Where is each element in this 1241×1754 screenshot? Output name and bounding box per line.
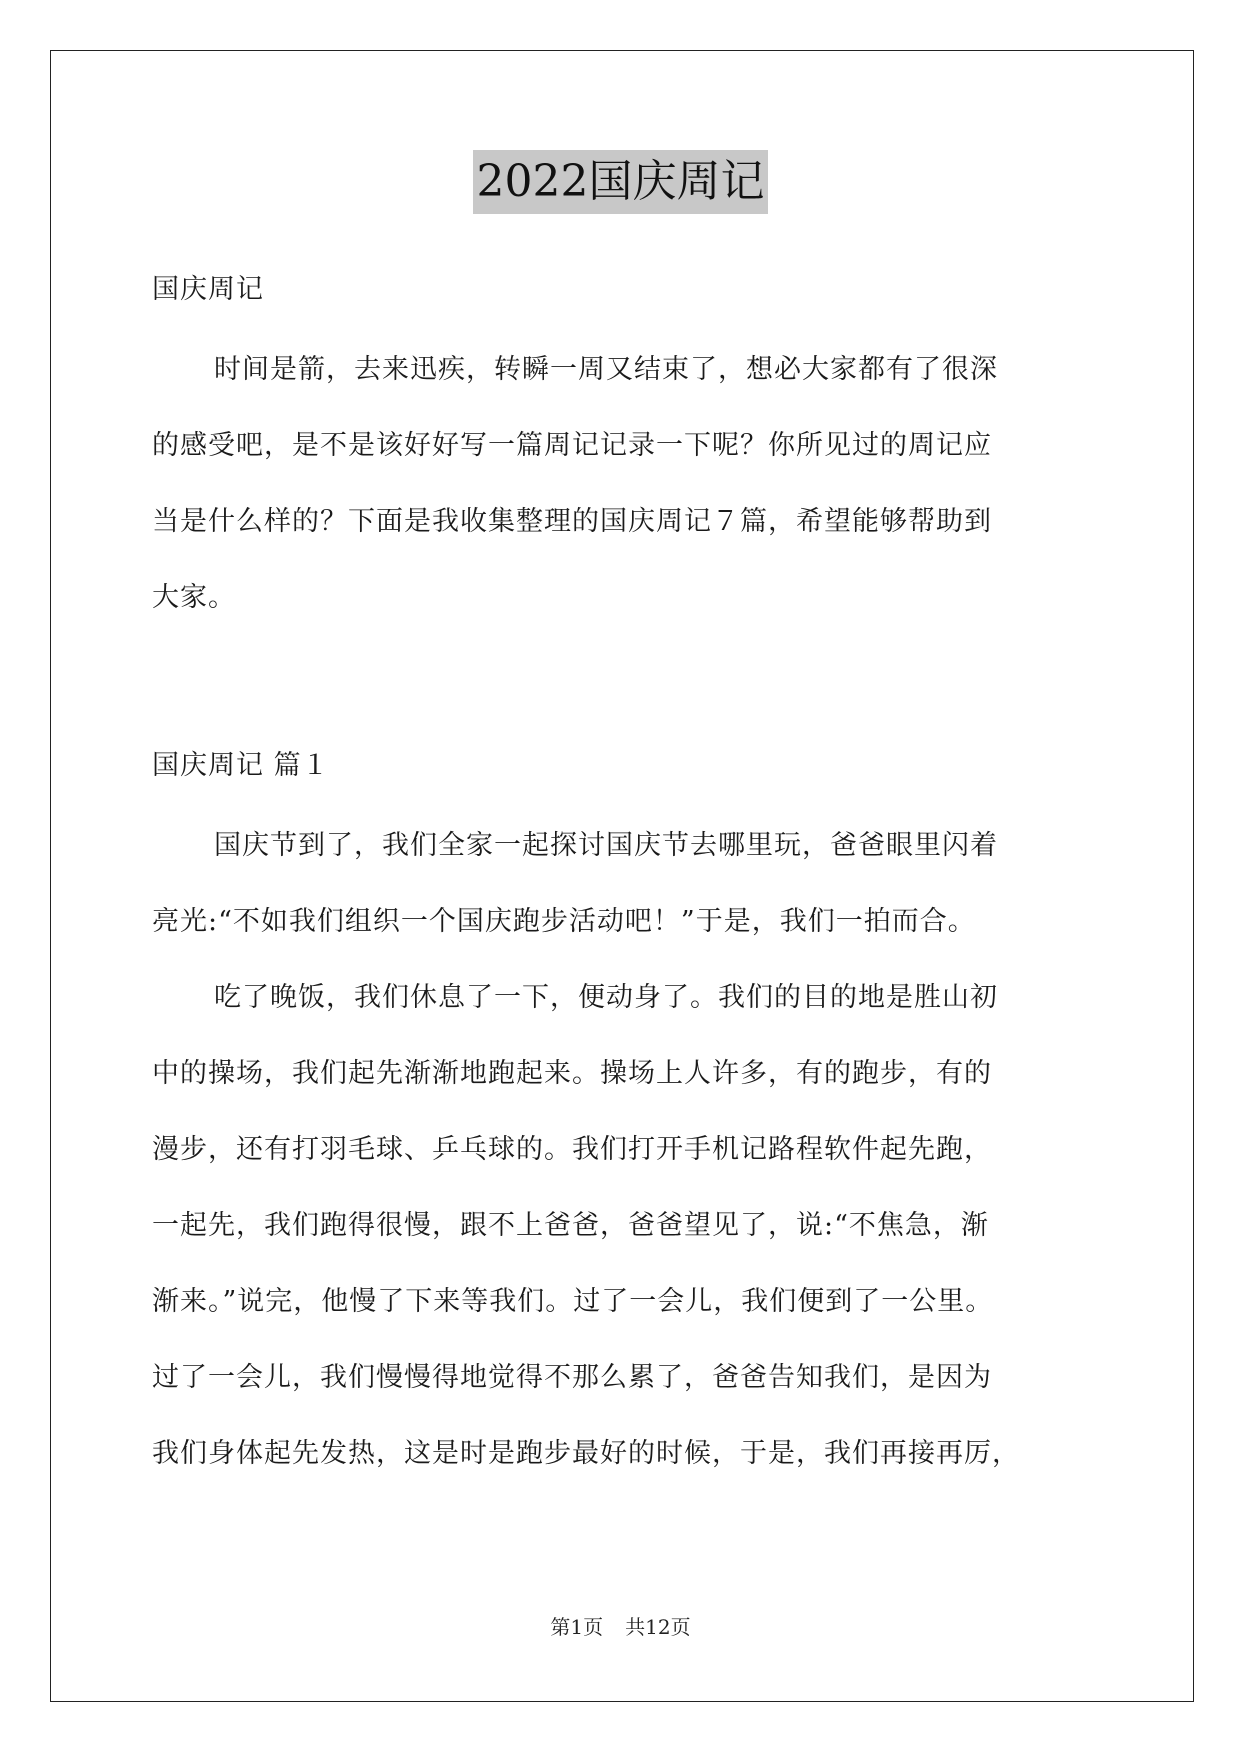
paragraph-line: 大家。 xyxy=(152,582,236,613)
paragraph-line: 中的操场，我们起先渐渐地跑起来。操场上人许多，有的跑步，有的 xyxy=(152,1058,992,1089)
paragraph-line: 亮光:“不如我们组织一个国庆跑步活动吧！”于是，我们一拍而合。 xyxy=(152,906,976,937)
title-container xyxy=(0,150,1241,214)
paragraph-line: 过了一会儿，我们慢慢得地觉得不那么累了，爸爸告知我们，是因为 xyxy=(152,1362,992,1393)
page-footer xyxy=(0,1614,1241,1640)
paragraph-line: 吃了晚饭，我们休息了一下，便动身了。我们的目的地是胜山初 xyxy=(214,982,998,1013)
paragraph-line: 的感受吧，是不是该好好写一篇周记记录一下呢？你所见过的周记应 xyxy=(152,430,992,461)
page-number: 第1页 xyxy=(550,1615,604,1639)
paragraph-line: 我们身体起先发热，这是时是跑步最好的时候，于是，我们再接再厉， xyxy=(152,1438,1020,1469)
intro-heading: 国庆周记 xyxy=(152,274,264,305)
page-total: 共12页 xyxy=(625,1615,691,1639)
paragraph-line: 渐来。”说完，他慢了下来等我们。过了一会儿，我们便到了一公里。 xyxy=(152,1286,994,1317)
paragraph-line: 一起先，我们跑得很慢，跟不上爸爸，爸爸望见了，说:“不焦急，渐 xyxy=(152,1210,989,1241)
section-heading: 国庆周记 篇１ xyxy=(152,750,330,781)
paragraph-line: 时间是箭，去来迅疾，转瞬一周又结束了，想必大家都有了很深 xyxy=(214,354,998,385)
paragraph-line: 国庆节到了，我们全家一起探讨国庆节去哪里玩，爸爸眼里闪着 xyxy=(214,830,998,861)
paragraph-line: 当是什么样的？下面是我收集整理的国庆周记７篇，希望能够帮助到 xyxy=(152,506,992,537)
document-title: 2022国庆周记 xyxy=(473,150,769,214)
paragraph-line: 漫步，还有打羽毛球、乒乓球的。我们打开手机记路程软件起先跑， xyxy=(152,1134,992,1165)
